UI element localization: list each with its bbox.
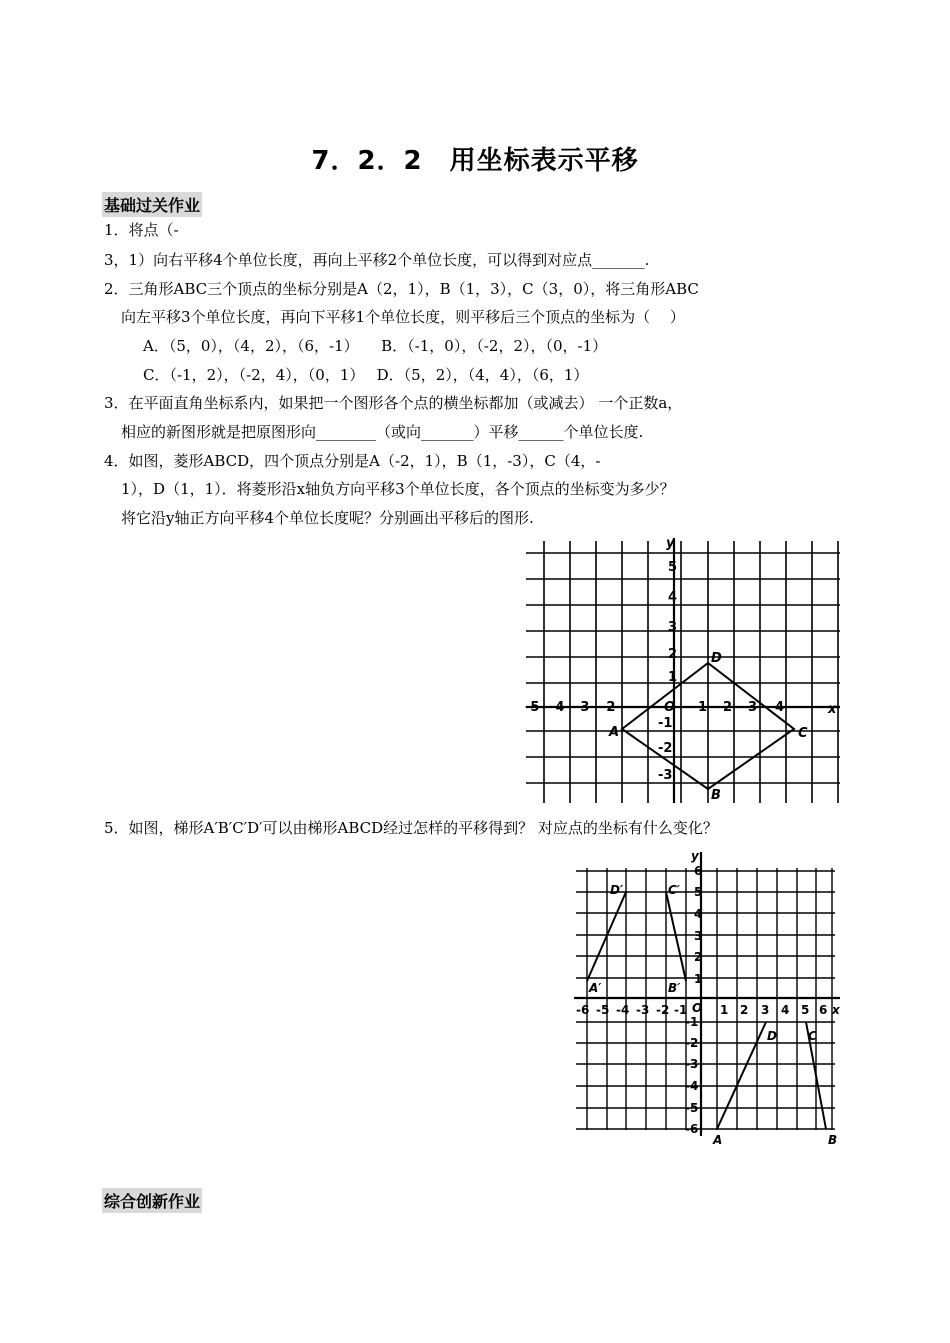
fig2-point-b: B	[828, 1133, 838, 1147]
section-heading-basic: 基础过关作业	[102, 192, 202, 217]
fig2-point-d-prime: D′	[610, 883, 624, 897]
fig2-x-tick: 3	[761, 1003, 770, 1017]
fig1-x-tick: -3	[575, 700, 590, 715]
fig1-y-tick: -2	[658, 741, 673, 756]
fig2-y-tick: -2	[685, 1036, 699, 1050]
q5-line1: 5．如图，梯形A′B′C′D′可以由梯形ABCD经过怎样的平移得到？ 对应点的坐标有什么变化？	[104, 819, 718, 837]
fig2-y-tick: 3	[694, 929, 703, 943]
q1-line1: 1．将点（-	[104, 221, 179, 239]
fig1-y-tick: 2	[668, 647, 678, 662]
q3-line2: 相应的新图形就是把原图形向________（或向_______）平移______个单位长度.	[121, 423, 644, 441]
q4-line1: 4．如图，菱形ABCD，四个顶点分别是A（-2，1），B（1，-3），C（4，-	[104, 452, 601, 470]
fig1-x-tick: -5	[525, 700, 540, 715]
fig2-point-c: C	[808, 1029, 817, 1043]
fig1-point-d: D	[711, 651, 722, 666]
fig2-y-axis-label: y	[691, 849, 699, 863]
fig2-y-tick: -3	[685, 1057, 699, 1071]
fig2-y-tick: -6	[685, 1122, 699, 1136]
figure-trapezoid-grid	[570, 846, 845, 1148]
fig2-y-tick: -4	[685, 1079, 699, 1093]
fig1-origin-label: O	[664, 700, 676, 715]
fig2-y-tick: 6	[694, 864, 703, 878]
fig2-x-tick: 4	[781, 1003, 790, 1017]
q3-line1: 3．在平面直角坐标系内，如果把一个图形各个点的横坐标都加（或减去） 一个正数a，	[104, 394, 683, 412]
fig1-x-tick: -4	[550, 700, 565, 715]
fig2-x-tick: -2	[656, 1003, 670, 1017]
fig1-y-tick: -1	[658, 716, 673, 731]
fig2-point-d: D	[767, 1029, 777, 1043]
fig1-x-tick: -2	[601, 700, 616, 715]
figure-rhombus-grid	[518, 533, 848, 808]
q2-option-ab: A．（5，0），（4，2），（6，-1） B．（-1，0），（-2，2），（0，-1）	[143, 337, 608, 355]
fig1-x-tick: 1	[698, 700, 708, 715]
fig2-x-axis-label: x	[832, 1003, 840, 1017]
fig1-x-axis-label: x	[828, 702, 837, 717]
fig2-x-tick: 5	[801, 1003, 810, 1017]
fig2-x-tick: 1	[720, 1003, 729, 1017]
fig2-point-a-prime: A′	[589, 981, 602, 995]
q2-option-cd: C．（-1，2），（-2，4），（0，1） D．（5，2），（4，4），（6，1）	[143, 366, 589, 384]
fig2-y-tick: -1	[685, 1015, 699, 1029]
fig1-point-c: C	[798, 726, 808, 741]
fig1-y-tick: 1	[668, 670, 678, 685]
fig2-x-tick: 2	[740, 1003, 749, 1017]
fig2-x-tick: -3	[636, 1003, 650, 1017]
fig1-y-axis-label: y	[666, 536, 675, 551]
fig1-x-tick: 2	[723, 700, 733, 715]
fig2-y-tick: -5	[685, 1101, 699, 1115]
fig1-x-tick: 3	[748, 700, 758, 715]
fig2-y-tick: 2	[694, 950, 703, 964]
fig2-x-tick: -5	[596, 1003, 610, 1017]
fig2-y-tick: 4	[694, 907, 703, 921]
fig1-point-a: A	[609, 725, 620, 740]
q4-line3: 将它沿y轴正方向平移4个单位长度呢？分别画出平移后的图形.	[121, 509, 534, 527]
fig2-y-tick: 5	[694, 885, 703, 899]
page-title: 7．2．2 用坐标表示平移	[311, 146, 639, 176]
fig2-point-b-prime: B′	[668, 981, 681, 995]
fig2-origin-label: O	[692, 1001, 703, 1015]
fig1-y-tick: 5	[668, 560, 678, 575]
fig2-x-tick: 6	[819, 1003, 828, 1017]
fig2-y-tick: 1	[694, 972, 703, 986]
fig1-point-b: B	[711, 788, 721, 803]
fig2-x-tick: -6	[576, 1003, 590, 1017]
q2-line1: 2．三角形ABC三个顶点的坐标分别是A（2，1），B（1，3），C（3，0），将三角形ABC	[104, 280, 699, 298]
fig2-x-tick: -1	[674, 1003, 688, 1017]
fig1-y-tick: 4	[668, 590, 678, 605]
fig1-y-tick: -3	[658, 768, 673, 783]
fig2-x-tick: -4	[616, 1003, 630, 1017]
q1-line2: 3，1）向右平移4个单位长度，再向上平移2个单位长度，可以得到对应点_______.	[104, 251, 650, 269]
section-heading-innovation: 综合创新作业	[102, 1188, 202, 1213]
fig1-y-tick: 3	[668, 620, 678, 635]
fig2-point-a: A	[713, 1133, 723, 1147]
fig2-point-c-prime: C′	[668, 883, 680, 897]
fig1-x-tick: 4	[775, 700, 785, 715]
q2-line2: 向左平移3个单位长度，再向下平移1个单位长度，则平移后三个顶点的坐标为（ ）	[121, 308, 685, 326]
q4-line2: 1），D（1，1）．将菱形沿x轴负方向平移3个单位长度，各个顶点的坐标变为多少？	[121, 480, 675, 498]
